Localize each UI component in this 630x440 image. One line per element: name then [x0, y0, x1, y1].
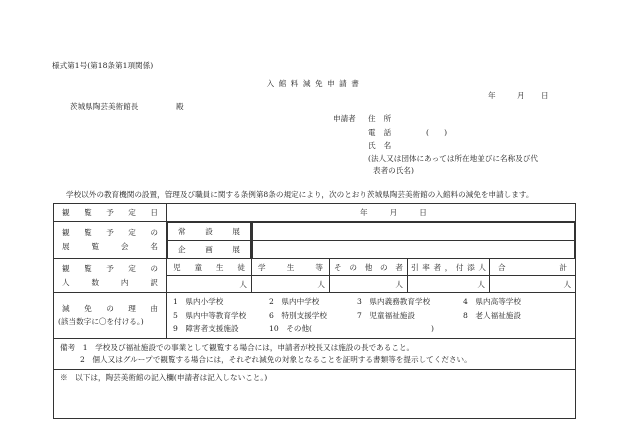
- reason-options: [167, 293, 576, 339]
- exhibition-special: 企画展: [168, 241, 251, 259]
- reason-option-3[interactable]: 3 県内義務教育学校: [357, 297, 431, 306]
- reason-option-8[interactable]: 8 老人福祉施設: [463, 310, 521, 320]
- unit-label: 人: [239, 279, 247, 289]
- count-header-children: 児童生徒: [167, 259, 252, 276]
- visit-date-row: [54, 204, 576, 222]
- date-month-label: 月: [517, 91, 525, 100]
- reason-option-9[interactable]: 9 障害者支援施設: [173, 324, 239, 333]
- count-label: [54, 259, 167, 293]
- count-label-line-1: 観覧予定の: [62, 263, 158, 273]
- exhibition-name-fields[interactable]: [252, 222, 576, 259]
- visit-day-label: 日: [419, 208, 427, 217]
- exhibition-row: [54, 222, 576, 259]
- reason-other-close-paren: ): [431, 324, 434, 333]
- unit-label: 人: [477, 279, 485, 289]
- visit-date-label: 観覧予定日: [54, 204, 167, 222]
- form-number: 様式第1号(第18条第1項関係): [52, 61, 154, 70]
- count-children-field[interactable]: [167, 276, 252, 293]
- document-title: 入館料減免申請書: [266, 79, 364, 88]
- date-year-label: 年: [488, 91, 496, 100]
- remarks-row: [54, 338, 576, 369]
- exhibition-types: [167, 222, 252, 259]
- remarks: [54, 338, 576, 369]
- visit-year-label: 年: [360, 208, 368, 217]
- count-header-students: 学生等: [252, 259, 330, 276]
- reason-row: [54, 293, 576, 339]
- applicant-tel-parens: ( ): [426, 128, 448, 137]
- reason-label: 減免の理由: [62, 304, 158, 314]
- count-header-chaperones: 引率者，付添人: [408, 259, 490, 276]
- applicant-note-line-2: 表者の氏名): [373, 166, 414, 175]
- unit-label: 人: [317, 279, 325, 289]
- reason-note: (該当数字に〇を付ける。): [58, 317, 144, 327]
- applicant-tel-label: 電話: [368, 128, 400, 137]
- count-students-field[interactable]: [252, 276, 330, 293]
- exhibition-special-input[interactable]: [253, 241, 575, 259]
- visit-date-field[interactable]: [167, 204, 576, 222]
- applicant-name-label: 氏名: [368, 141, 400, 150]
- office-use-note: ※ 以下は，陶芸美術館の記入欄(申請者は記入しないこと。): [54, 369, 576, 418]
- exhibition-label-line-1: 観覧予定の: [62, 228, 158, 237]
- date-day-label: 日: [541, 91, 549, 100]
- unit-label: 人: [395, 279, 403, 289]
- intro-text: 学校以外の教育機関の設置，管理及び職員に関する条例第8条の規定により，次のとおり茨城県陶芸美術館の入館料の減免を申請します。: [66, 190, 534, 199]
- reason-option-4[interactable]: 4 県内高等学校: [463, 297, 521, 306]
- unit-label: 人: [563, 279, 572, 289]
- remark-1: 備考 1 学校及び福祉施設での事業として観覧する場合には，申請者が校長又は施設の長であること。: [60, 342, 415, 352]
- count-header-row: [54, 259, 576, 276]
- exhibition-permanent-input[interactable]: [253, 223, 575, 241]
- count-label-line-2: 人数内訳: [62, 277, 158, 287]
- reason-option-2[interactable]: 2 県内中学校: [269, 297, 320, 306]
- visit-month-label: 月: [389, 208, 398, 217]
- reason-option-5[interactable]: 5 県内中等教育学校: [173, 310, 247, 320]
- count-total-field[interactable]: [490, 276, 576, 293]
- count-chaperones-field[interactable]: [408, 276, 490, 293]
- addressee: 茨城県陶芸美術館長: [70, 102, 139, 111]
- reason-option-10[interactable]: 10 その他(: [269, 324, 312, 333]
- reason-option-7[interactable]: 7 児童福祉施設: [357, 310, 415, 320]
- applicant-note-line-1: (法人又は団体にあっては所在地並びに名称及び代: [368, 154, 538, 163]
- count-others-field[interactable]: [330, 276, 408, 293]
- applicant-label: 申請者: [333, 114, 356, 123]
- count-header-total: 合計: [490, 259, 576, 276]
- exhibition-label: [54, 222, 167, 259]
- honorific: 殿: [176, 102, 184, 111]
- reason-label-cell: [54, 293, 167, 339]
- applicant-address-label: 住所: [368, 114, 400, 123]
- exhibition-permanent: 常設展: [168, 223, 251, 241]
- remark-2: 2 個人又はグループで観覧する場合には，それぞれ減免の対象となることを証明する書類等を提示してください。: [80, 354, 472, 364]
- exhibition-label-line-2: 展覧会名: [62, 242, 158, 251]
- office-use-row: [54, 369, 576, 418]
- application-table: [53, 203, 576, 419]
- reason-option-6[interactable]: 6 特別支援学校: [269, 310, 327, 320]
- reason-option-1[interactable]: 1 県内小学校: [173, 297, 224, 306]
- count-header-others: その他の者: [330, 259, 408, 276]
